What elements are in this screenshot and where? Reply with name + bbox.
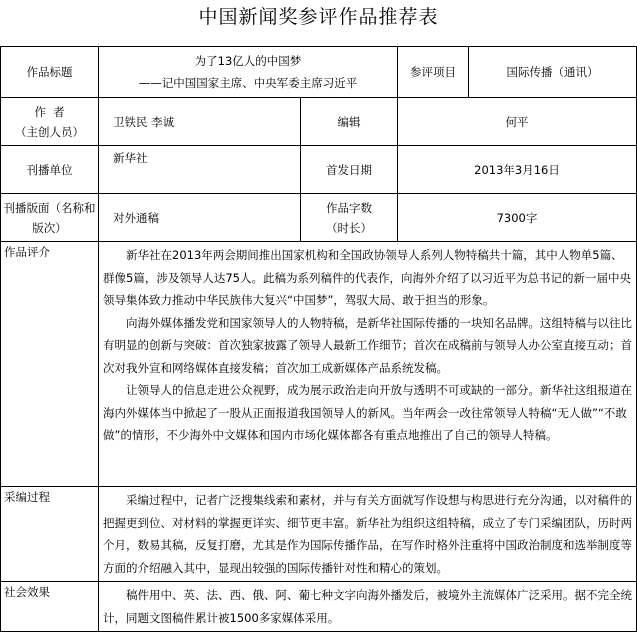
- author-label-line1: 作 者: [34, 104, 65, 119]
- editor-label: 编辑: [301, 98, 398, 146]
- publisher-value: 新华社: [99, 146, 301, 194]
- author-value: 卫铁民 李诚: [99, 98, 301, 146]
- review-content: [99, 242, 637, 487]
- row-publisher: [1, 146, 637, 194]
- publisher-label: 刊播单位: [1, 146, 99, 194]
- review-paragraph: 向海外媒体播发党和国家领导人的人物特稿，是新华社国际传播的一块知名品牌。这组特稿与以往比有明显的创新与突破：首次独家披露了领导人最新工作细节；首次在成稿前与领导人办公室直接互动；首次对我外宣和网络媒体直接发稿；首次加工成新媒体产品系统发稿。: [103, 315, 632, 375]
- effect-label: 社会效果: [1, 582, 99, 632]
- recommendation-form-table: [0, 46, 637, 632]
- work-title-label: 作品标题: [1, 47, 99, 98]
- author-label: [1, 98, 99, 146]
- process-paragraph: 采编过程中，记者广泛搜集线索和素材，并与有关方面就写作设想与构思进行充分沟通，以对稿件的把握更到位、对材料的掌握更详实、细节更丰富。新华社为组织这组特稿，成立了专门采编团队，历时两个月，数易其稿，反复打磨，尤其是作为国际传播作品，在写作时格外注重将中国政治制度和选举制度等方面的介绍融入其中，显现出较强的国际传播针对性和精心的策划。: [103, 493, 632, 575]
- length-value: 7300字: [398, 194, 637, 242]
- category-label: 参评项目: [398, 47, 469, 98]
- work-title-line2: ——记中国国家主席、中央军委主席习近平: [138, 76, 358, 90]
- date-value: 2013年3月16日: [398, 146, 637, 194]
- length-label-line2: （时长）: [326, 220, 372, 235]
- work-title-line1: 为了13亿人的中国梦: [194, 54, 302, 68]
- page-title: 中国新闻奖参评作品推荐表: [198, 6, 439, 28]
- row-author: [1, 98, 637, 146]
- length-label-line1: 作品字数: [326, 200, 372, 215]
- section-label: [1, 194, 99, 242]
- review-label: 作品评介: [1, 242, 99, 487]
- section-label-line2: 版次）: [32, 220, 67, 235]
- category-value: 国际传播（通讯）: [469, 47, 637, 98]
- row-review: [1, 242, 637, 487]
- process-label: 采编过程: [1, 487, 99, 582]
- date-label: 首发日期: [301, 146, 398, 194]
- length-label: [301, 194, 398, 242]
- row-process: [1, 487, 637, 582]
- review-paragraph: 让领导人的信息走进公众视野，成为展示政治走向开放与透明不可或缺的一部分。新华社这组报道在海内外媒体当中掀起了一股从正面报道我国领导人的新风。当年两会一改往常领导人特稿“无人做”“不敢做”的情形，不少海外中文媒体和国内市场化媒体都各有重点地推出了自己的领导人特稿。: [103, 383, 632, 442]
- editor-value: 何平: [398, 98, 637, 146]
- author-label-line2: （主创人员）: [15, 124, 84, 139]
- section-label-line1: 刊播版面（名称和: [3, 200, 96, 215]
- row-effect: [1, 582, 637, 632]
- work-title-value: [99, 47, 398, 98]
- review-paragraph: 新华社在2013年两会期间推出国家机构和全国政协领导人系列人物特稿共十篇，其中人物单5篇、群像5篇，涉及领导人达75人。此稿为系列稿件的代表作，向海外介绍了以习近平为总书记的新一届中央领导集体致力推动中华民族伟大复兴“中国梦”，驾驭大局、敢于担当的形象。: [103, 248, 631, 307]
- section-value: 对外通稿: [99, 194, 301, 242]
- effect-paragraph: 稿件用中、英、法、西、俄、阿、葡七种文字向海外播发后，被境外主流媒体广泛采用。据不完全统计，同题文图稿件累计被1500多家媒体采用。: [103, 588, 632, 625]
- row-section: [1, 194, 637, 242]
- effect-content: [99, 582, 637, 632]
- row-work-title: [1, 47, 637, 98]
- process-content: [99, 487, 637, 582]
